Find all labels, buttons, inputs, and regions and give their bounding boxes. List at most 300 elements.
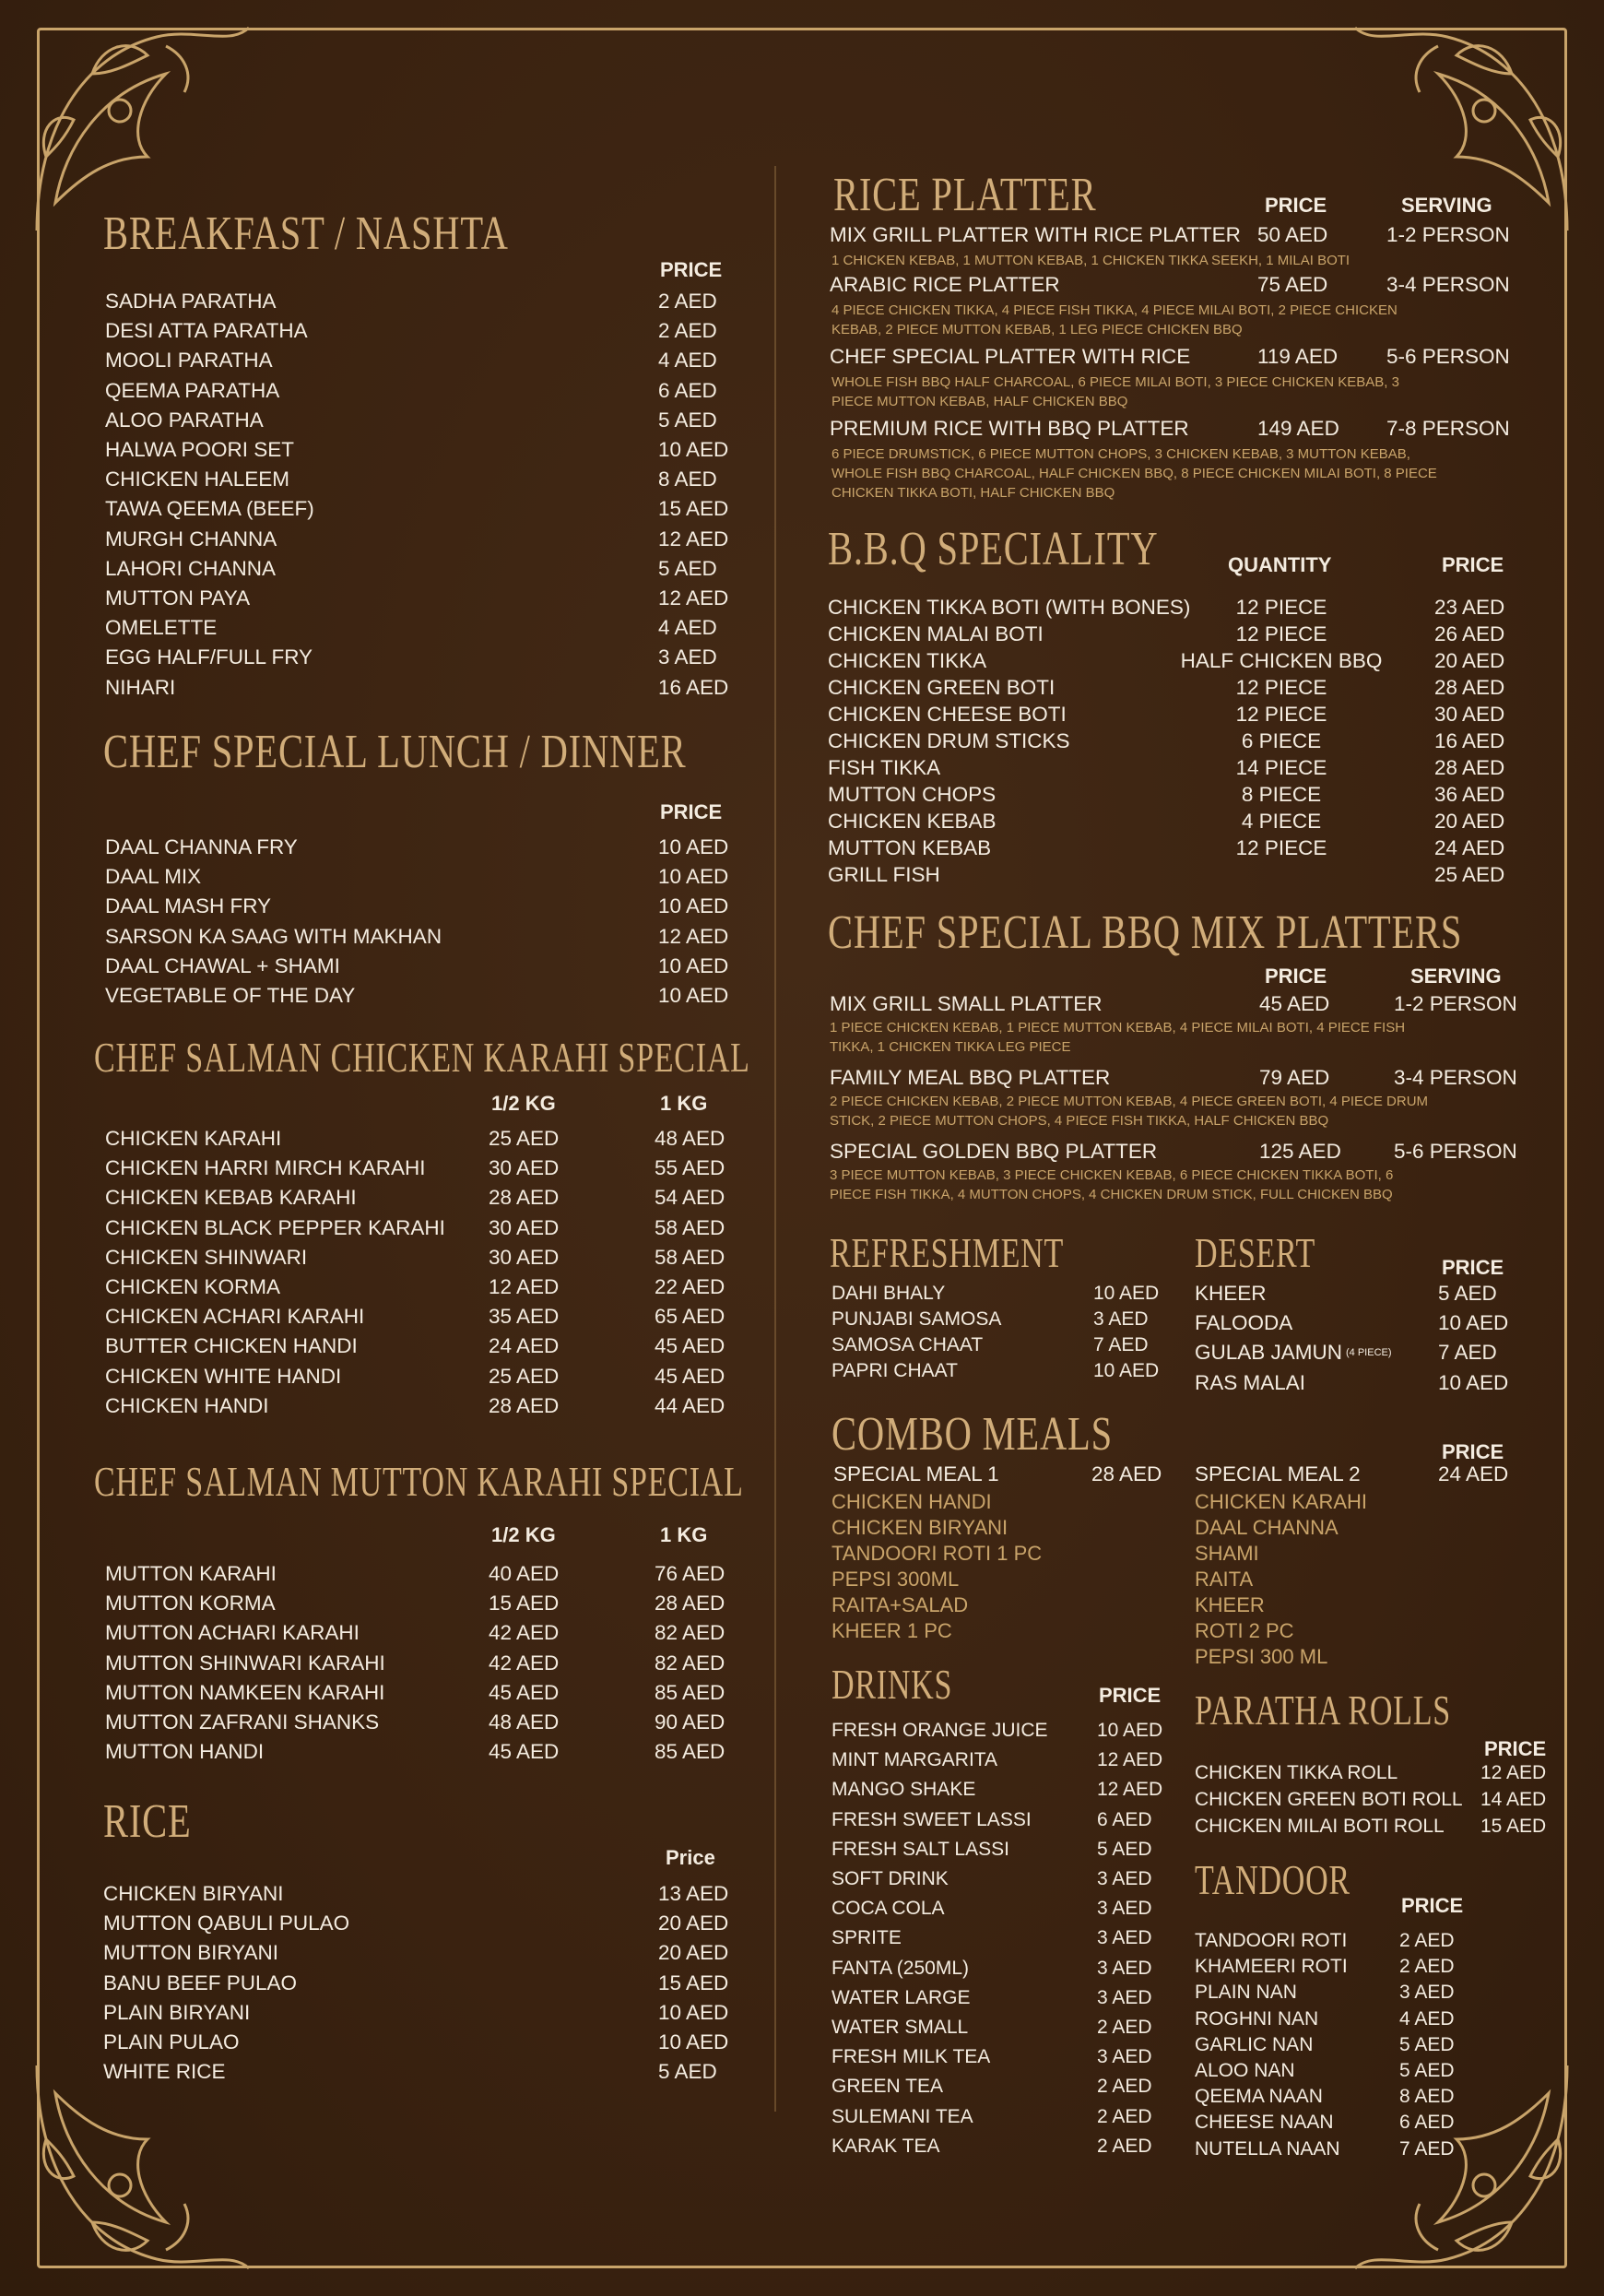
- item-name: ALOO PARATHA: [105, 408, 264, 432]
- item-price: 12 AED: [658, 527, 729, 550]
- price-header: PRICE: [1442, 553, 1504, 576]
- price-header: PRICE: [1099, 1684, 1162, 1707]
- item-price-full: 44 AED: [655, 1393, 725, 1417]
- item-price-full: 45 AED: [655, 1334, 725, 1358]
- item-price: 3 AED: [1097, 1986, 1152, 2008]
- item-name: KHAMEERI ROTI: [1195, 1956, 1348, 1978]
- item-price: 12 AED: [1097, 1779, 1163, 1801]
- item-price: 10 AED: [658, 894, 729, 918]
- item-name: DAAL CHANNA FRY: [105, 835, 298, 858]
- item-name: GARLIC NAN: [1195, 2033, 1314, 2055]
- menu-item-row[interactable]: [0, 1343, 1604, 1365]
- item-price: 8 AED: [658, 467, 717, 491]
- item-price: 15 AED: [1480, 1816, 1547, 1837]
- menu-item-row[interactable]: [0, 1215, 1604, 1240]
- item-name: MUTTON ZAFRANI SHANKS: [105, 1710, 380, 1734]
- menu-item-row[interactable]: [0, 529, 1604, 551]
- platter-row[interactable]: [0, 1068, 1604, 1090]
- menu-item-row[interactable]: [0, 624, 1604, 646]
- item-price: 3 AED: [1097, 1957, 1152, 1979]
- item-price: 7 AED: [1093, 1334, 1149, 1355]
- menu-item-row[interactable]: [0, 1899, 1604, 1921]
- item-name: CHICKEN HANDI: [105, 1393, 269, 1417]
- menu-item-row[interactable]: [0, 811, 1604, 834]
- item-quantity: 12 PIECE: [1235, 676, 1327, 699]
- item-name: FRESH SALT LASSI: [831, 1838, 1009, 1860]
- item-price: 2 AED: [1097, 2135, 1152, 2157]
- platter-description: 4 PIECE CHICKEN TIKKA, 4 PIECE FISH TIKKA, 4 PIECE MILAI BOTI, 2 PIECE CHICKEN KEBAB, 2 PIECE MUTTON KEBAB, 1 LEG PIECE CHICKEN BBQ: [831, 302, 1398, 337]
- item-name: CHICKEN KEBAB: [828, 810, 997, 833]
- item-price: 10 AED: [658, 835, 729, 858]
- item-name: MUTTON PAYA: [105, 586, 251, 610]
- item-name: SPECIAL GOLDEN BBQ PLATTER: [830, 1140, 1158, 1163]
- item-price: 2 AED: [1097, 2017, 1152, 2038]
- item-name: FRESH ORANGE JUICE: [831, 1720, 1048, 1741]
- platter-description: 3 PIECE MUTTON KEBAB, 3 PIECE CHICKEN KEBAB, 6 PIECE CHICKEN TIKKA BOTI, 6 PIECE FISH TIKKA, 4 MUTTON CHOPS, 4 CHICKEN DRUM STICK, FULL CHICKEN BBQ: [830, 1167, 1394, 1202]
- combo-item: RAITA+SALAD: [831, 1593, 969, 1616]
- menu-item-row[interactable]: [0, 2087, 1604, 2109]
- item-name: SARSON KA SAAG WITH MAKHAN: [105, 924, 442, 948]
- menu-item-row[interactable]: [0, 1284, 1604, 1306]
- item-name: SAMOSA CHAAT: [831, 1334, 984, 1355]
- item-price: 28 AED: [1434, 756, 1505, 779]
- menu-item-row[interactable]: [0, 598, 1604, 620]
- item-name: MUTTON BIRYANI: [103, 1941, 279, 1965]
- item-name: CHICKEN TIKKA ROLL: [1195, 1762, 1398, 1783]
- item-price: 4 AED: [658, 349, 717, 373]
- item-price: 3 AED: [1097, 2046, 1152, 2068]
- platter-row[interactable]: [0, 225, 1604, 247]
- item-quantity: 12 PIECE: [1235, 622, 1327, 645]
- item-price: 6 AED: [1399, 2112, 1455, 2134]
- item-name: CHICKEN MILAI BOTI ROLL: [1195, 1816, 1445, 1837]
- section-title-desert: DESERT: [1195, 1229, 1316, 1276]
- item-name: MOOLI PARATHA: [105, 349, 273, 373]
- price-header: PRICE: [1265, 965, 1327, 988]
- combo-item: PEPSI 300 ML: [1195, 1645, 1328, 1668]
- item-name: KARAK TEA: [831, 2135, 940, 2157]
- item-name: DAAL CHAWAL + SHAMI: [105, 953, 340, 977]
- menu-item-row[interactable]: [0, 1982, 1604, 2008]
- item-price: 119 AED: [1257, 345, 1339, 368]
- item-name: ARABIC RICE PLATTER: [830, 273, 1060, 296]
- item-name: DESI ATTA PARATHA: [105, 319, 308, 343]
- item-name: LAHORI CHANNA: [105, 556, 277, 580]
- menu-item-row[interactable]: [0, 785, 1604, 807]
- item-serving: 5-6 PERSON: [1394, 1140, 1517, 1163]
- item-name: RAS MALAI: [1195, 1370, 1306, 1394]
- item-name: SADHA PARATHA: [105, 290, 277, 313]
- combo-item-row[interactable]: [0, 1544, 1604, 1566]
- item-price-full: 90 AED: [655, 1710, 725, 1734]
- item-price: 12 AED: [1480, 1762, 1547, 1783]
- section-title-bbq-speciality: B.B.Q SPECIALITY: [828, 523, 1159, 575]
- menu-item-row[interactable]: [0, 1840, 1604, 1862]
- item-price-half: 15 AED: [489, 1592, 560, 1615]
- combo-item-row[interactable]: [0, 1647, 1604, 1669]
- item-price-half: 42 AED: [489, 1621, 560, 1645]
- item-name: MUTTON QABULI PULAO: [103, 1911, 350, 1935]
- menu-item-row[interactable]: [0, 1393, 1604, 1418]
- item-name: CHICKEN WHITE HANDI: [105, 1364, 342, 1388]
- section-title-drinks: DRINKS: [831, 1661, 953, 1708]
- item-name: BUTTER CHICKEN HANDI: [105, 1334, 358, 1358]
- item-name: CHICKEN DRUM STICKS: [828, 729, 1070, 752]
- item-price-full: 22 AED: [655, 1275, 725, 1298]
- platter-row[interactable]: [0, 275, 1604, 297]
- item-name: CHICKEN BLACK PEPPER KARAHI: [105, 1215, 445, 1239]
- item-price: 20 AED: [658, 1911, 729, 1935]
- half-kg-header: 1/2 KG: [491, 1092, 556, 1115]
- item-name: WATER LARGE: [831, 1986, 971, 2008]
- item-price: 10 AED: [1097, 1720, 1163, 1741]
- section-title-tandoor: TANDOOR: [1195, 1856, 1350, 1903]
- item-name: PAPRI CHAAT: [831, 1360, 958, 1381]
- menu-item-row[interactable]: [0, 2009, 1604, 2031]
- item-quantity: 8 PIECE: [1241, 783, 1322, 806]
- item-quantity: 4 PIECE: [1241, 810, 1322, 833]
- combo-item-row[interactable]: [0, 1592, 1604, 1617]
- item-price: 3 AED: [1097, 1868, 1152, 1889]
- item-price: 2 AED: [658, 290, 717, 313]
- item-name: CHICKEN SHINWARI: [105, 1245, 308, 1269]
- platter-description: 2 PIECE CHICKEN KEBAB, 2 PIECE MUTTON KEBAB, 4 PIECE GREEN BOTI, 4 PIECE DRUM STICK, 2 PIECE MUTTON CHOPS, 4 PIECE FISH TIKKA, HALF CHICKEN BBQ: [830, 1094, 1429, 1129]
- item-price: 14 AED: [1480, 1789, 1547, 1810]
- item-price: 10 AED: [1093, 1360, 1160, 1381]
- item-quantity: 6 PIECE: [1241, 729, 1322, 752]
- item-name: ALOO NAN: [1195, 2060, 1295, 2081]
- item-name: MUTTON KORMA: [105, 1592, 276, 1615]
- item-name: MUTTON NAMKEEN KARAHI: [105, 1680, 385, 1704]
- menu-item-row[interactable]: [0, 865, 1604, 887]
- item-price-full: 54 AED: [655, 1186, 725, 1210]
- item-name: FRESH MILK TEA: [831, 2046, 991, 2068]
- item-price: 26 AED: [1434, 622, 1505, 645]
- one-kg-header: 1 KG: [660, 1523, 708, 1546]
- serving-header: SERVING: [1401, 194, 1492, 217]
- item-name: CHICKEN KORMA: [105, 1275, 281, 1298]
- menu-item-row[interactable]: [0, 2061, 1604, 2083]
- item-price: 10 AED: [658, 984, 729, 1007]
- item-price: 10 AED: [1093, 1283, 1160, 1304]
- item-name: CHICKEN TIKKA: [828, 649, 987, 672]
- item-name: WATER SMALL: [831, 2017, 969, 2038]
- menu-item-row[interactable]: [0, 1817, 1604, 1839]
- item-note: (4 PIECE): [1346, 1347, 1392, 1359]
- item-price: 7 AED: [1399, 2137, 1455, 2160]
- item-price: 79 AED: [1259, 1066, 1330, 1089]
- item-name: OMELETTE: [105, 616, 218, 640]
- item-name: MUTTON CHOPS: [828, 783, 997, 806]
- item-price: 6 AED: [658, 378, 717, 402]
- item-price-half: 24 AED: [489, 1334, 560, 1358]
- item-price: 10 AED: [658, 953, 729, 977]
- menu-item-row[interactable]: [0, 556, 1604, 581]
- item-price-half: 45 AED: [489, 1680, 560, 1704]
- item-name: MANGO SHAKE: [831, 1779, 976, 1801]
- item-price: 10 AED: [658, 2030, 729, 2053]
- item-price: 36 AED: [1434, 783, 1505, 806]
- item-name: CHICKEN HALEEM: [105, 467, 290, 491]
- section-title-combo-meals: COMBO MEALS: [831, 1408, 1113, 1461]
- menu-item-row[interactable]: [0, 953, 1604, 978]
- item-name: FALOODA: [1195, 1311, 1293, 1335]
- item-price: 20 AED: [658, 1941, 729, 1965]
- item-price-half: 30 AED: [489, 1245, 560, 1269]
- menu-item-row[interactable]: [0, 651, 1604, 673]
- item-price: 3 AED: [1097, 1927, 1152, 1949]
- menu-item-row[interactable]: [0, 1763, 1604, 1785]
- item-name: MUTTON KEBAB: [828, 836, 992, 859]
- item-price: 2 AED: [1097, 2076, 1152, 2098]
- item-price: 149 AED: [1257, 417, 1339, 440]
- item-price-half: 25 AED: [489, 1127, 560, 1150]
- meal-name: SPECIAL MEAL 1: [833, 1462, 999, 1485]
- item-price-full: 85 AED: [655, 1680, 725, 1704]
- item-serving: 3-4 PERSON: [1386, 273, 1510, 296]
- item-name: SOFT DRINK: [831, 1868, 949, 1889]
- price-header: PRICE: [660, 800, 723, 823]
- meal-price: 28 AED: [1091, 1462, 1162, 1485]
- item-name: PLAIN BIRYANI: [103, 2000, 251, 2024]
- item-serving: 3-4 PERSON: [1394, 1066, 1517, 1089]
- item-name: HALWA POORI SET: [105, 438, 295, 461]
- platter-row[interactable]: [0, 347, 1604, 369]
- platter-description: 1 CHICKEN KEBAB, 1 MUTTON KEBAB, 1 CHICKEN TIKKA SEEKH, 1 MILAI BOTI: [831, 253, 1350, 268]
- item-name: MURGH CHANNA: [105, 527, 277, 550]
- item-price-half: 48 AED: [489, 1710, 560, 1734]
- item-price: 7 AED: [1438, 1341, 1497, 1365]
- item-name: PLAIN PULAO: [103, 2030, 240, 2053]
- item-name: FAMILY MEAL BBQ PLATTER: [830, 1066, 1111, 1089]
- item-quantity: 12 PIECE: [1235, 836, 1327, 859]
- menu-item-row[interactable]: [0, 2035, 1604, 2057]
- meal-price: 24 AED: [1438, 1462, 1509, 1485]
- item-name: CHICKEN GREEN BOTI ROLL: [1195, 1789, 1463, 1810]
- menu-item-row[interactable]: [0, 1869, 1604, 1891]
- item-name: SULEMANI TEA: [831, 2105, 973, 2127]
- item-price: 5 AED: [1438, 1282, 1497, 1305]
- item-price-full: 76 AED: [655, 1562, 725, 1585]
- item-price: 125 AED: [1259, 1140, 1341, 1163]
- item-price-full: 85 AED: [655, 1740, 725, 1764]
- item-name: CHICKEN GREEN BOTI: [828, 676, 1056, 699]
- item-name: MIX GRILL PLATTER WITH RICE PLATTER: [830, 223, 1241, 246]
- item-price-full: 82 AED: [655, 1621, 725, 1645]
- item-serving: 5-6 PERSON: [1386, 345, 1510, 368]
- item-price: 4 AED: [1399, 2007, 1455, 2030]
- section-title-rice-platter: RICE PLATTER: [833, 169, 1097, 221]
- item-name: CHICKEN MALAI BOTI: [828, 622, 1044, 645]
- item-name: EGG HALF/FULL FRY: [105, 645, 313, 669]
- item-price-full: 65 AED: [655, 1305, 725, 1329]
- combo-item: CHICKEN HANDI: [831, 1490, 992, 1513]
- item-price: 12 AED: [658, 586, 729, 610]
- item-price-full: 58 AED: [655, 1215, 725, 1239]
- item-price-full: 82 AED: [655, 1651, 725, 1675]
- item-name: MINT MARGARITA: [831, 1749, 998, 1771]
- item-price-half: 30 AED: [489, 1156, 560, 1180]
- item-price: 5 AED: [658, 2060, 717, 2084]
- item-price: 5 AED: [1097, 1838, 1152, 1860]
- item-price-full: 45 AED: [655, 1364, 725, 1388]
- item-name: CHICKEN KARAHI: [105, 1127, 282, 1150]
- combo-item-row[interactable]: [0, 1518, 1604, 1540]
- combo-item: SHAMI: [1195, 1542, 1259, 1565]
- item-price: 8 AED: [1399, 2086, 1455, 2108]
- section-title-mutton-karahi: CHEF SALMAN MUTTON KARAHI SPECIAL: [94, 1458, 744, 1505]
- item-price: 2 AED: [1097, 2105, 1152, 2127]
- menu-item-row[interactable]: [0, 675, 1604, 700]
- item-price-full: 28 AED: [655, 1592, 725, 1615]
- combo-item: DAAL CHANNA: [1195, 1516, 1339, 1539]
- menu-item-row[interactable]: [0, 1313, 1604, 1335]
- item-name: CHICKEN BIRYANI: [103, 1882, 284, 1905]
- menu-item-row[interactable]: [0, 835, 1604, 860]
- item-name: BANU BEEF PULAO: [103, 1971, 298, 1994]
- item-name: TAWA QEEMA (BEEF): [105, 497, 314, 521]
- item-name: NUTELLA NAAN: [1195, 2137, 1340, 2160]
- menu-item-row[interactable]: [0, 2139, 1604, 2161]
- item-quantity: 12 PIECE: [1235, 596, 1327, 619]
- item-name: CHICKEN KEBAB KARAHI: [105, 1186, 357, 1210]
- item-price: 16 AED: [1434, 729, 1505, 752]
- item-name: QEEMA PARATHA: [105, 378, 280, 402]
- half-kg-header: 1/2 KG: [491, 1523, 556, 1546]
- item-price: 10 AED: [658, 438, 729, 461]
- item-name: PREMIUM RICE WITH BBQ PLATTER: [830, 417, 1189, 440]
- item-price: 45 AED: [1259, 992, 1330, 1015]
- menu-item-row[interactable]: [0, 758, 1604, 780]
- section-title-chicken-karahi: CHEF SALMAN CHICKEN KARAHI SPECIAL: [94, 1034, 750, 1081]
- item-price-half: 28 AED: [489, 1393, 560, 1417]
- item-name: DAAL MIX: [105, 865, 202, 889]
- combo-item: KHEER 1 PC: [831, 1619, 952, 1642]
- item-name: CHICKEN CHEESE BOTI: [828, 703, 1067, 726]
- item-name: COCA COLA: [831, 1898, 945, 1920]
- section-title-bbq-mix-platters: CHEF SPECIAL BBQ MIX PLATTERS: [828, 906, 1463, 959]
- ornament-corner-top-right-icon: [1337, 18, 1576, 258]
- quantity-header: QUANTITY: [1228, 553, 1332, 576]
- platter-description: WHOLE FISH BBQ HALF CHARCOAL, 6 PIECE MILAI BOTI, 3 PIECE CHICKEN KEBAB, 3 PIECE MUTTON KEBAB, HALF CHICKEN BBQ: [831, 374, 1399, 409]
- menu-item-row[interactable]: [0, 731, 1604, 753]
- item-serving: 1-2 PERSON: [1394, 992, 1517, 1015]
- item-name: TANDOORI ROTI: [1195, 1930, 1348, 1951]
- combo-item-row[interactable]: [0, 1492, 1604, 1514]
- item-price: 12 AED: [658, 924, 729, 948]
- item-name: QEEMA NAAN: [1195, 2086, 1323, 2108]
- item-price: 15 AED: [658, 497, 729, 521]
- meal-name: SPECIAL MEAL 2: [1195, 1462, 1361, 1485]
- platter-description: 6 PIECE DRUMSTICK, 6 PIECE MUTTON CHOPS, 3 CHICKEN KEBAB, 3 MUTTON KEBAB, WHOLE FISH BBQ CHARCOAL, HALF CHICKEN BBQ, 8 PIECE CHICKEN MILAI BOTI, 8 PIECE CHICKEN TIKKA BOTI, HALF CHICKEN BBQ: [831, 446, 1437, 501]
- menu-item-row[interactable]: [0, 704, 1604, 727]
- item-price: 12 AED: [1097, 1749, 1163, 1771]
- item-price: 10 AED: [1438, 1370, 1509, 1394]
- item-price: 3 AED: [1399, 1982, 1455, 2004]
- item-price: 6 AED: [1097, 1808, 1152, 1830]
- item-name: GULAB JAMUN: [1195, 1341, 1343, 1365]
- item-price-half: 42 AED: [489, 1651, 560, 1675]
- menu-item-row[interactable]: [0, 1931, 1604, 1953]
- combo-item-row[interactable]: [0, 1621, 1604, 1643]
- item-price: 5 AED: [658, 408, 717, 432]
- combo-item: TANDOORI ROTI 1 PC: [831, 1542, 1043, 1565]
- item-price-half: 35 AED: [489, 1305, 560, 1329]
- item-quantity: 14 PIECE: [1235, 756, 1327, 779]
- item-name: GRILL FISH: [828, 863, 940, 886]
- serving-header: SERVING: [1410, 965, 1502, 988]
- item-name: CHICKEN TIKKA BOTI (WITH BONES): [828, 596, 1191, 619]
- item-name: SPRITE: [831, 1927, 902, 1949]
- item-price: 16 AED: [658, 675, 729, 699]
- price-header: PRICE: [1484, 1737, 1547, 1760]
- platter-row[interactable]: [0, 994, 1604, 1016]
- item-name: DAAL MASH FRY: [105, 894, 272, 918]
- price-header: PRICE: [1442, 1440, 1504, 1463]
- item-price: 2 AED: [658, 319, 717, 343]
- item-price-full: 55 AED: [655, 1156, 725, 1180]
- item-price: 20 AED: [1434, 810, 1505, 833]
- item-name: CHICKEN HARRI MIRCH KARAHI: [105, 1156, 426, 1180]
- item-name: PLAIN NAN: [1195, 1982, 1297, 2004]
- item-price: 23 AED: [1434, 596, 1505, 619]
- combo-meal-row[interactable]: [0, 1464, 1604, 1486]
- platter-row[interactable]: [0, 1142, 1604, 1164]
- item-name: MUTTON KARAHI: [105, 1562, 277, 1585]
- item-price-full: 48 AED: [655, 1127, 725, 1150]
- platter-row[interactable]: [0, 419, 1604, 441]
- item-quantity: HALF CHICKEN BBQ: [1180, 649, 1383, 672]
- combo-item-row[interactable]: [0, 1569, 1604, 1592]
- item-price: 3 AED: [1093, 1308, 1149, 1330]
- one-kg-header: 1 KG: [660, 1092, 708, 1115]
- item-price: 20 AED: [1434, 649, 1505, 672]
- menu-item-row[interactable]: [0, 2113, 1604, 2135]
- item-price: 3 AED: [1097, 1898, 1152, 1920]
- price-header: PRICE: [660, 258, 723, 281]
- item-name: MUTTON SHINWARI KARAHI: [105, 1651, 385, 1675]
- combo-item: CHICKEN KARAHI: [1195, 1490, 1368, 1513]
- menu-item-row[interactable]: [0, 1790, 1604, 1812]
- item-name: CHEESE NAAN: [1195, 2112, 1334, 2134]
- section-title-breakfast: BREAKFAST / NASHTA: [103, 207, 509, 260]
- item-name: ROGHNI NAN: [1195, 2007, 1319, 2030]
- combo-item: ROTI 2 PC: [1195, 1619, 1294, 1642]
- item-name: GREEN TEA: [831, 2076, 943, 2098]
- item-name: MUTTON HANDI: [105, 1740, 265, 1764]
- item-price: 24 AED: [1434, 836, 1505, 859]
- item-price: 10 AED: [658, 865, 729, 889]
- item-quantity: 12 PIECE: [1235, 703, 1327, 726]
- item-price: 2 AED: [1399, 1956, 1455, 1978]
- section-title-paratha-rolls: PARATHA ROLLS: [1195, 1686, 1451, 1734]
- item-name: WHITE RICE: [103, 2060, 226, 2084]
- item-name: MIX GRILL SMALL PLATTER: [830, 992, 1103, 1015]
- combo-item: RAITA: [1195, 1568, 1254, 1591]
- item-price-half: 40 AED: [489, 1562, 560, 1585]
- menu-item-row[interactable]: [0, 1957, 1604, 1979]
- item-price-half: 28 AED: [489, 1186, 560, 1210]
- item-price-full: 58 AED: [655, 1245, 725, 1269]
- price-header: Price: [666, 1846, 715, 1869]
- item-serving: 7-8 PERSON: [1386, 417, 1510, 440]
- item-price: 50 AED: [1257, 223, 1328, 246]
- item-name: VEGETABLE OF THE DAY: [105, 984, 356, 1007]
- item-price: 10 AED: [1438, 1311, 1509, 1335]
- item-price: 10 AED: [658, 2000, 729, 2024]
- item-price: 3 AED: [658, 645, 717, 669]
- item-price: 30 AED: [1434, 703, 1505, 726]
